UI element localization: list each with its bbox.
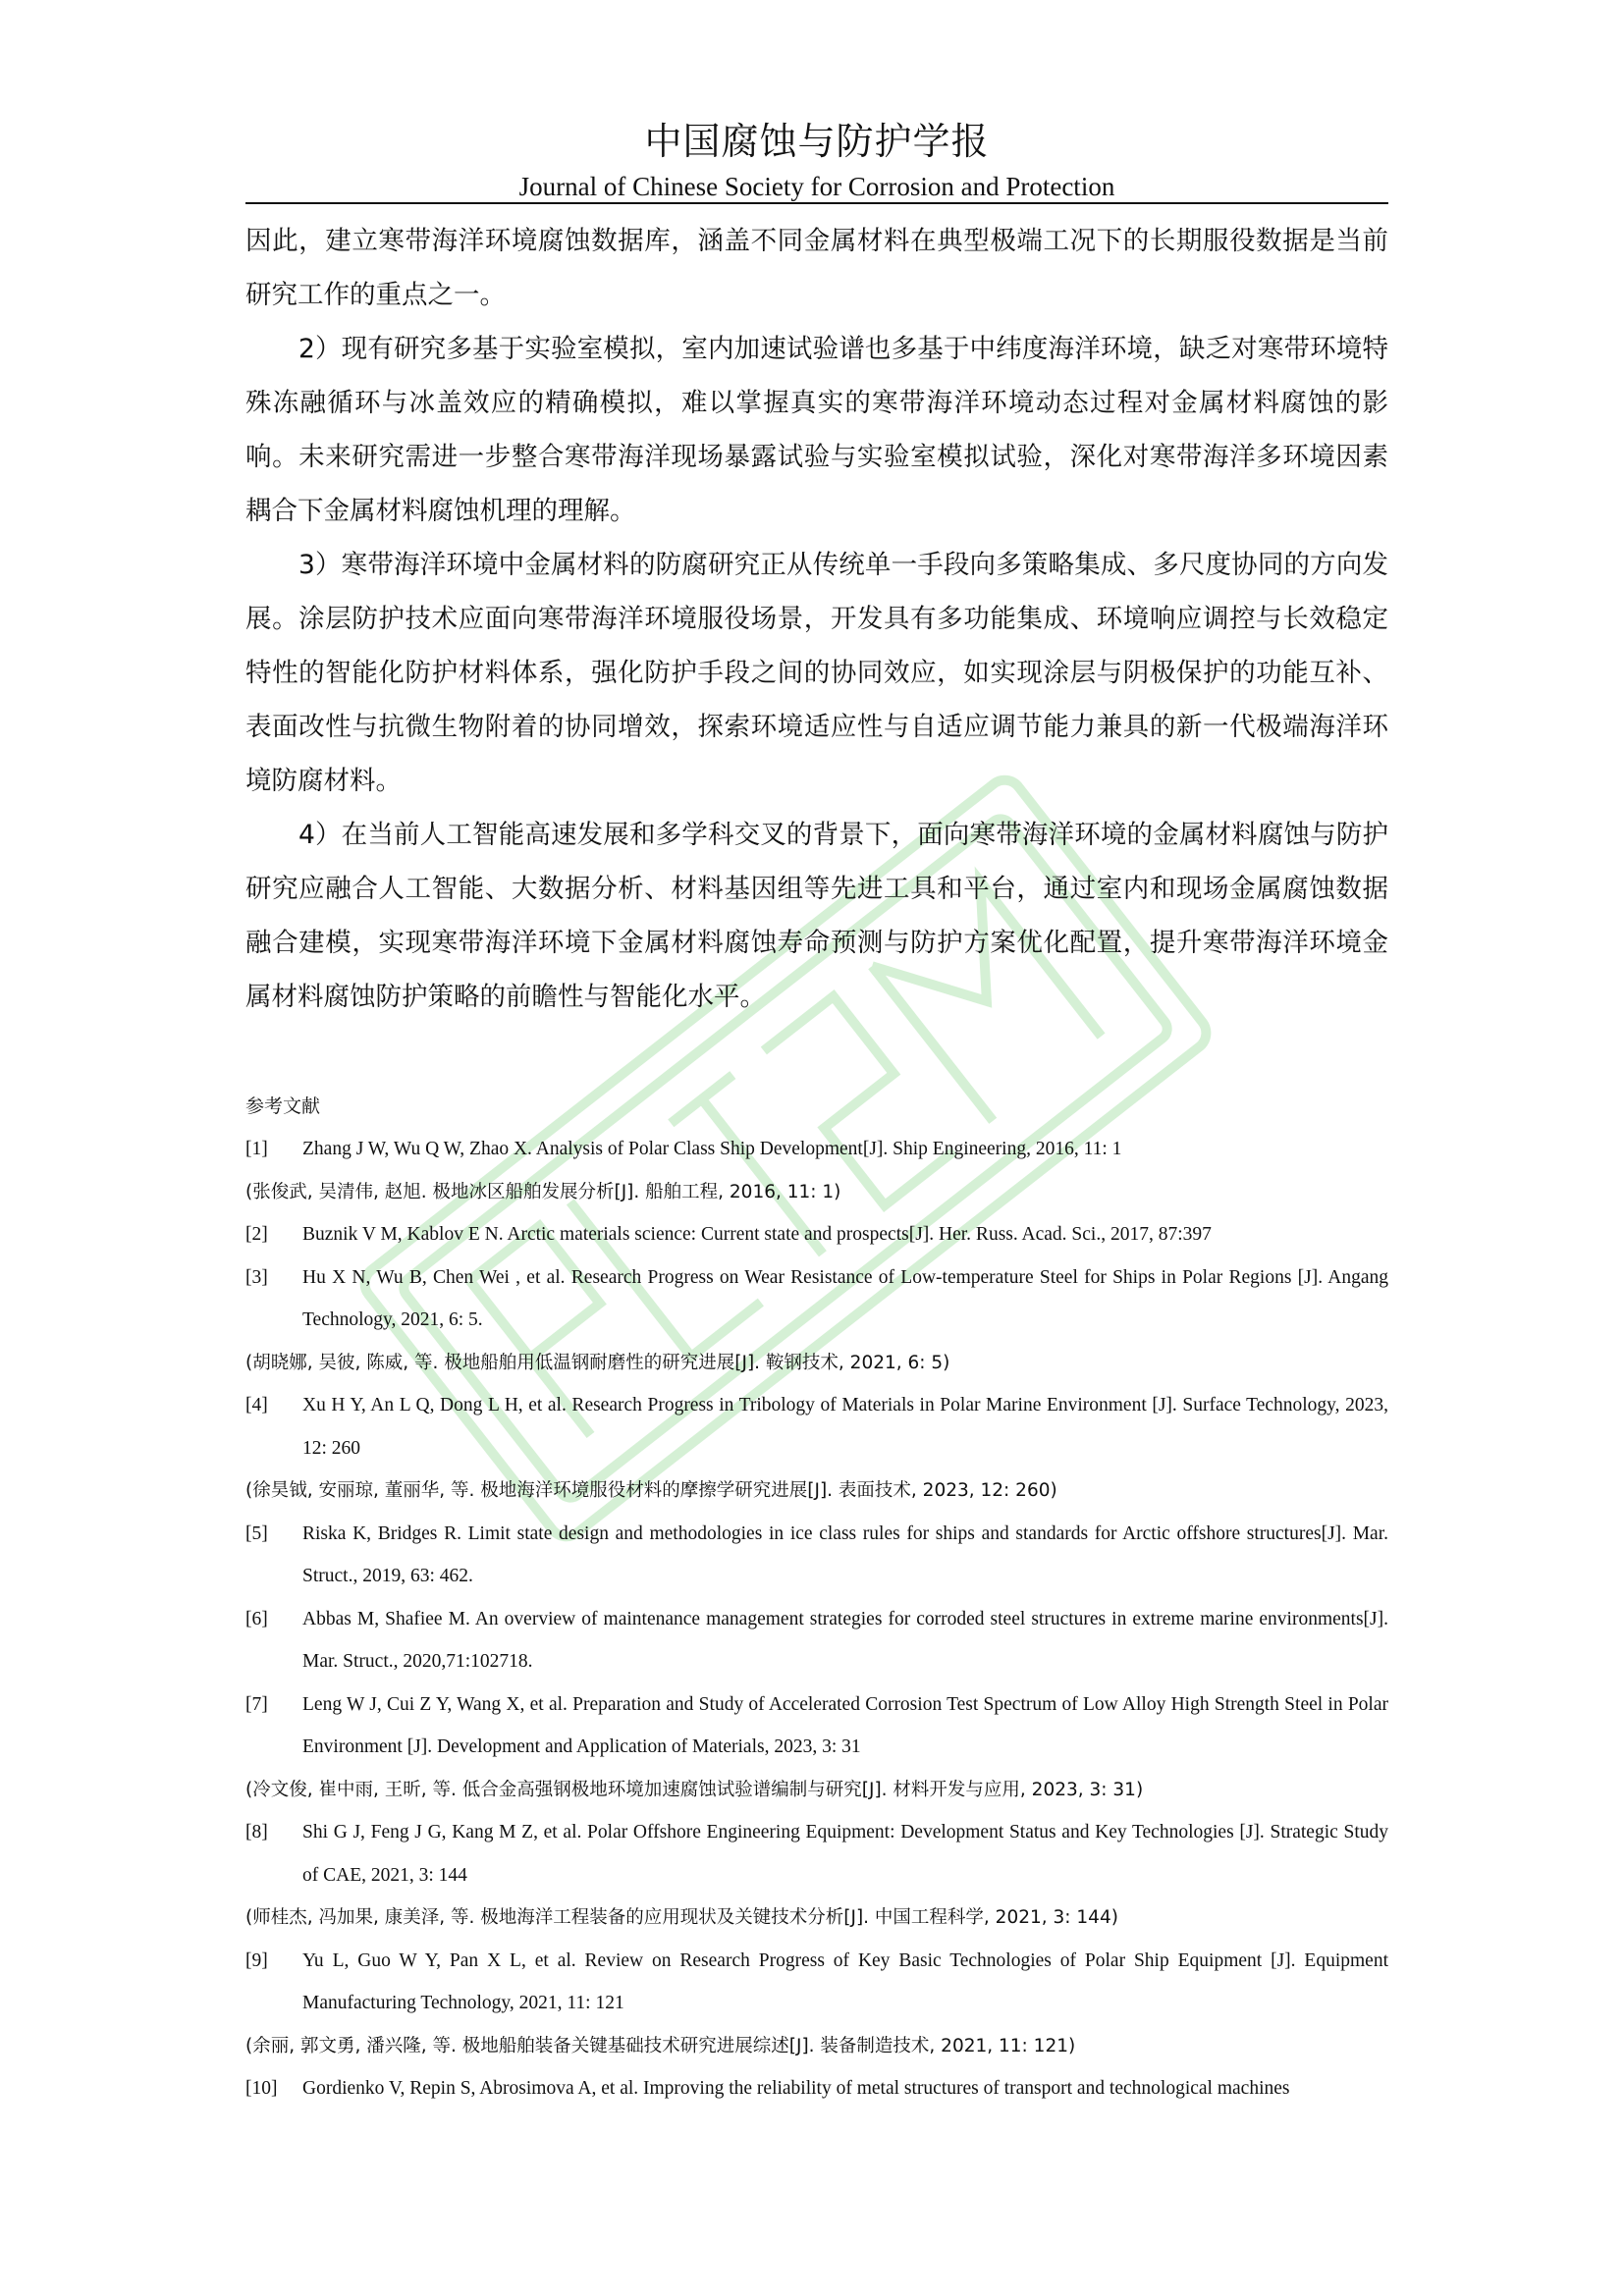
reference-entry	[245, 1128, 1388, 1171]
reference-entry	[245, 1598, 1388, 1683]
journal-header	[245, 116, 1388, 204]
reference-text: Gordienko V, Repin S, Abrosimova A, et al. Improving the reliability of metal structures of transport and technological machines	[302, 2078, 1290, 2099]
reference-number: [7]	[245, 1693, 268, 1715]
references-heading: 参考文献	[245, 1095, 321, 1117]
reference-text: Leng W J, Cui Z Y, Wang X, et al. Preparation and Study of Accelerated Corrosion Test Spectrum of Low Alloy High Strength Steel in Polar Environment [J]. Development and Application of Materials, 2023, 3: 31	[302, 1693, 1388, 1757]
reference-text: Abbas M, Shafiee M. An overview of maintenance management strategies for corroded steel structures in extreme marine environments[J]. Mar. Struct., 2020,71:102718.	[302, 1608, 1388, 1672]
reference-text: Xu H Y, An L Q, Dong L H, et al. Research Progress in Tribology of Materials in Polar Marine Environment [J]. Surface Technology, 2023, 12: 260	[302, 1395, 1388, 1459]
reference-text: Hu X N, Wu B, Chen Wei , et al. Research Progress on Wear Resistance of Low-temperature Steel for Ships in Polar Regions [J]. Angang Technology, 2021, 6: 5.	[302, 1266, 1388, 1330]
reference-number: [6]	[245, 1608, 268, 1629]
reference-number: [4]	[245, 1395, 268, 1415]
reference-number: [5]	[245, 1522, 268, 1544]
reference-number: [1]	[245, 1139, 268, 1159]
reference-entry	[245, 1513, 1388, 1598]
reference-entry	[245, 1213, 1388, 1256]
reference-number: [2]	[245, 1224, 268, 1245]
references-section	[245, 1085, 1388, 2110]
reference-entry	[245, 2067, 1388, 2110]
reference-text: Yu L, Guo W Y, Pan X L, et al. Review on Research Progress of Key Basic Technologies of Polar Ship Equipment [J]. Equipment Manufacturing Technology, 2021, 11: 121	[302, 1949, 1388, 2013]
paragraph: 2）现有研究多基于实验室模拟，室内加速试验谱也多基于中纬度海洋环境，缺乏对寒带环境特殊冻融循环与冰盖效应的精确模拟，难以掌握真实的寒带海洋环境动态过程对金属材料腐蚀的影响。未来研究需进一步整合寒带海洋现场暴露试验与实验室模拟试验，深化对寒带海洋多环境因素耦合下金属材料腐蚀机理的理解。	[245, 334, 1388, 526]
reference-entry	[245, 1940, 1388, 2025]
reference-chinese: (胡晓娜, 吴彼, 陈威, 等. 极地船舶用低温钢耐磨性的研究进展[J]. 鞍钢技术, 2021, 6: 5)	[245, 1352, 950, 1373]
paragraph: 3）寒带海洋环境中金属材料的防腐研究正从传统单一手段向多策略集成、多尺度协同的方向发展。涂层防护技术应面向寒带海洋环境服役场景，开发具有多功能集成、环境响应调控与长效稳定特性的智能化防护材料体系，强化防护手段之间的协同效应，如实现涂层与阴极保护的功能互补、表面改性与抗微生物附着的协同增效，探索环境适应性与自适应调节能力兼具的新一代极端海洋环境防腐材料。	[245, 550, 1388, 796]
reference-text: Zhang J W, Wu Q W, Zhao X. Analysis of Polar Class Ship Development[J]. Ship Engineering, 2016, 11: 1	[302, 1139, 1122, 1159]
header-divider	[245, 202, 1388, 204]
reference-number: [10]	[245, 2078, 278, 2099]
reference-number: [9]	[245, 1949, 268, 1971]
reference-entry	[245, 1683, 1388, 1769]
reference-chinese: (余丽, 郭文勇, 潘兴隆, 等. 极地船舶装备关键基础技术研究进展综述[J]. 装备制造技术, 2021, 11: 121)	[245, 2035, 1076, 2056]
reference-number: [8]	[245, 1822, 268, 1842]
reference-entry	[245, 1811, 1388, 1896]
journal-title-english: Journal of Chinese Society for Corrosion and Protection	[518, 172, 1115, 201]
reference-entry	[245, 1256, 1388, 1342]
paragraph: 4）在当前人工智能高速发展和多学科交叉的背景下，面向寒带海洋环境的金属材料腐蚀与防护研究应融合人工智能、大数据分析、材料基因组等先进工具和平台，通过室内和现场金属腐蚀数据融合建模，实现寒带海洋环境下金属材料腐蚀寿命预测与防护方案优化配置，提升寒带海洋环境金属材料腐蚀防护策略的前瞻性与智能化水平。	[245, 820, 1388, 1012]
reference-chinese: (师桂杰, 冯加果, 康美泽, 等. 极地海洋工程装备的应用现状及关键技术分析[J]. 中国工程科学, 2021, 3: 144)	[245, 1907, 1118, 1928]
journal-title-chinese: 中国腐蚀与防护学报	[644, 120, 990, 163]
reference-chinese: (冷文俊, 崔中雨, 王昕, 等. 低合金高强钢极地环境加速腐蚀试验谱编制与研究[J]. 材料开发与应用, 2023, 3: 31)	[245, 1779, 1144, 1800]
reference-text: Riska K, Bridges R. Limit state design and methodologies in ice class rules for ships and standards for Arctic offshore structures[J]. Mar. Struct., 2019, 63: 462.	[302, 1522, 1388, 1586]
reference-chinese: (张俊武, 吴清伟, 赵旭. 极地冰区船舶发展分析[J]. 船舶工程, 2016, 11: 1)	[245, 1181, 841, 1202]
reference-text: Buznik V M, Kablov E N. Arctic materials science: Current state and prospects[J]. Her. Russ. Acad. Sci., 2017, 87:397	[302, 1224, 1212, 1245]
reference-number: [3]	[245, 1266, 268, 1288]
reference-text: Shi G J, Feng J G, Kang M Z, et al. Polar Offshore Engineering Equipment: Development Status and Key Technologies [J]. Strategic Study of CAE, 2021, 3: 144	[302, 1822, 1388, 1886]
paragraph: 因此，建立寒带海洋环境腐蚀数据库，涵盖不同金属材料在典型极端工况下的长期服役数据是当前研究工作的重点之一。	[245, 226, 1388, 310]
body-text	[245, 214, 1388, 1024]
reference-entry	[245, 1384, 1388, 1469]
reference-chinese: (徐昊钺, 安丽琼, 董丽华, 等. 极地海洋环境服役材料的摩擦学研究进展[J]. 表面技术, 2023, 12: 260)	[245, 1480, 1057, 1501]
